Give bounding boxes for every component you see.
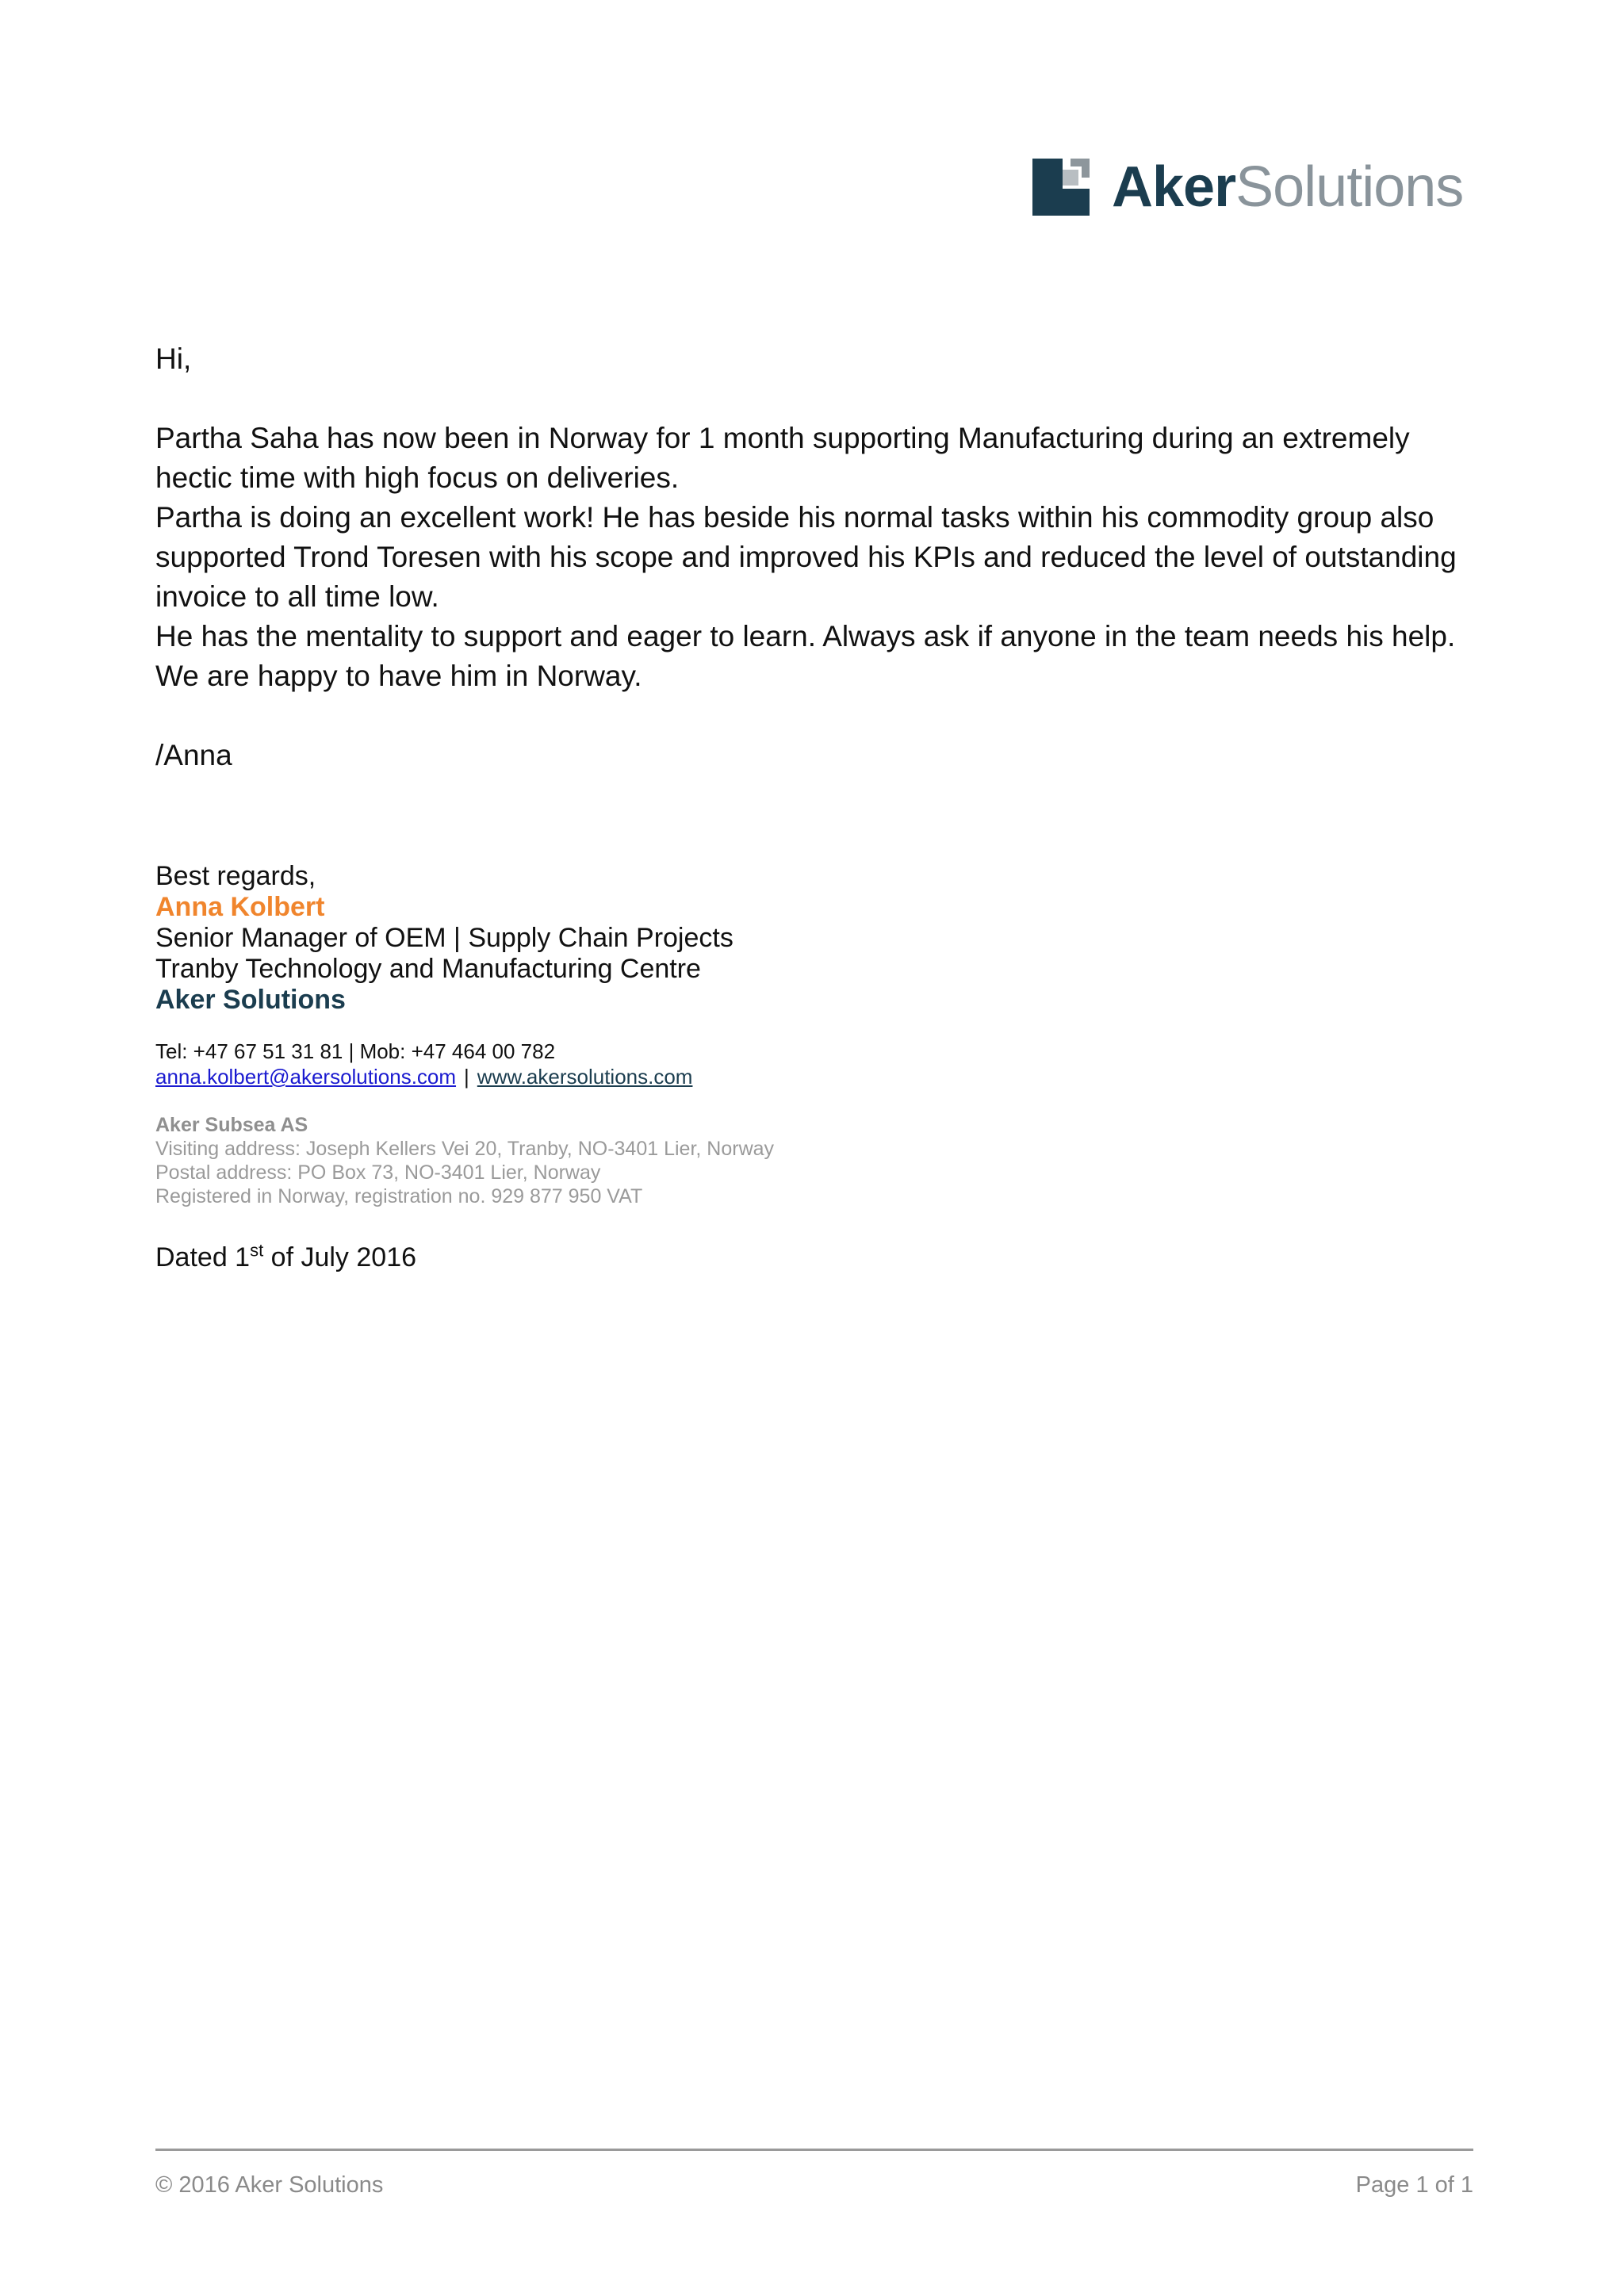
signer-company: Aker Solutions <box>155 985 346 1015</box>
signer-name: Anna Kolbert <box>155 892 325 922</box>
registration: Registered in Norway, registration no. 929 877 950 VAT <box>155 1185 643 1207</box>
signature-block <box>155 861 733 1016</box>
greeting: Hi, <box>155 342 192 375</box>
legal-entity: Aker Subsea AS <box>155 1114 308 1136</box>
date-rest: of July 2016 <box>263 1242 417 1272</box>
footer-copyright: © 2016 Aker Solutions <box>155 2172 384 2198</box>
postal-address: Postal address: PO Box 73, NO-3401 Lier, Norway <box>155 1161 601 1184</box>
closing: Best regards, <box>155 861 316 891</box>
paragraph-2: Partha is doing an excellent work! He has beside his normal tasks within his commodity group also supported Trond Toresen with his scope and improved his KPIs and reduced the level of outstanding invoice to all time low. <box>155 501 1457 613</box>
paragraph-3: He has the mentality to support and eager to learn. Always ask if anyone in the team needs his help. <box>155 620 1456 652</box>
email-link[interactable]: anna.kolbert@akersolutions.com <box>155 1065 457 1089</box>
legal-info <box>155 1113 774 1208</box>
aker-solutions-logo-icon <box>1032 159 1090 216</box>
date-prefix: Dated 1 <box>155 1242 251 1272</box>
logo-word-solutions: Solutions <box>1235 155 1464 219</box>
signer-title: Senior Manager of OEM | Supply Chain Projects <box>155 923 733 953</box>
footer-page-number: Page 1 of 1 <box>1355 2172 1473 2198</box>
phone-line: Tel: +47 67 51 31 81 | Mob: +47 464 00 782 <box>155 1039 556 1063</box>
contact-info <box>155 1039 692 1089</box>
contact-separator: | <box>464 1065 469 1089</box>
letter-body <box>155 339 1488 775</box>
date-ordinal-suffix: st <box>250 1240 264 1261</box>
logo-wordmark <box>1112 155 1464 219</box>
date-line <box>155 1240 416 1275</box>
logo-word-aker: Aker <box>1112 155 1236 219</box>
footer-divider <box>155 2149 1473 2151</box>
sign-off: /Anna <box>155 739 232 771</box>
website-link[interactable]: www.akersolutions.com <box>477 1065 693 1089</box>
company-logo <box>1032 155 1463 219</box>
paragraph-1: Partha Saha has now been in Norway for 1 month supporting Manufacturing during an extremely hectic time with high focus on deliveries. <box>155 422 1410 494</box>
signer-department: Tranby Technology and Manufacturing Centre <box>155 954 701 984</box>
visiting-address: Visiting address: Joseph Kellers Vei 20, Tranby, NO-3401 Lier, Norway <box>155 1138 775 1160</box>
paragraph-4: We are happy to have him in Norway. <box>155 660 642 692</box>
